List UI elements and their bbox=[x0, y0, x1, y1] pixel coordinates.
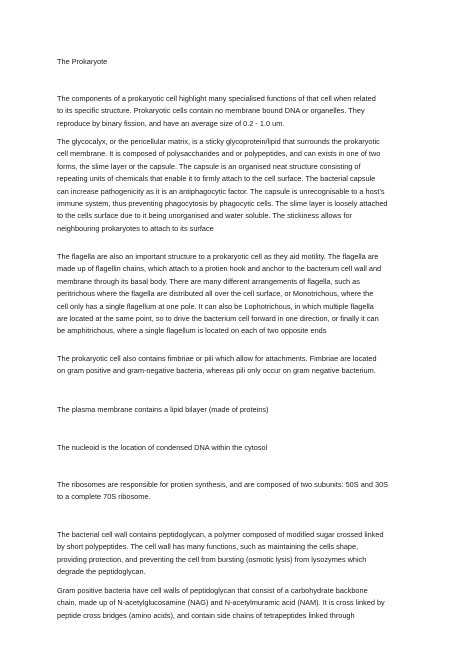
paragraph-gram-positive bbox=[57, 585, 427, 622]
document-title bbox=[57, 56, 427, 68]
text-line: to its specific structure. Prokaryotic cells contain no membrane bound DNA or organelles. They bbox=[57, 106, 365, 116]
text-line: The prokaryotic cell also contains fimbriae or pili which allow for attachments. Fimbriae are located bbox=[57, 354, 377, 363]
paragraph-flagella bbox=[57, 251, 427, 338]
text-line: cell membrane. It is composed of polysaccharides and or polypeptides, and can exists in one of two bbox=[57, 149, 381, 159]
text-line: The components of a prokaryotic cell highlight many specialised functions of that cell when related bbox=[57, 94, 376, 103]
text-line: repeating units of chemicals that enable it to firmly attach to the cell surface. The bacterial capsule bbox=[57, 174, 376, 184]
paragraph-cell-wall bbox=[57, 529, 427, 579]
text-line: membrane through its basal body. There are many different arrangements of flagella, such as bbox=[57, 276, 360, 286]
text-line: forms, the slime layer or the capsule. The capsule is an organised neat structure consisting of bbox=[57, 161, 361, 171]
text-line: providing protection, and preventing the cell from bursting (osmotic lysis) from lysozymes which bbox=[57, 554, 367, 564]
paragraph-glycocalyx bbox=[57, 136, 427, 235]
text-line: chain, made up of N-acetylglucosamine (NAG) and N-acetylmuramic acid (NAM). It is cross linked by bbox=[57, 598, 385, 608]
text-line: to a complete 70S ribosome. bbox=[57, 492, 151, 502]
text-line: immune system, thus preventing phagocytosis by phagocytic cells. The slime layer is loosely attached bbox=[57, 199, 388, 209]
paragraph-ribosomes bbox=[57, 479, 427, 504]
text-line: degrade the peptidoglycan. bbox=[57, 567, 146, 577]
text-line: by short polypeptides. The cell wall has many functions, such as maintaining the cells shape, bbox=[57, 542, 359, 552]
paragraph-nucleoid bbox=[57, 442, 427, 454]
text-line: The nucleoid is the location of condensed DNA within the cytosol bbox=[57, 443, 268, 452]
text-line: The glycocalyx, or the pericellular matrix, is a sticky glycoprotein/lipid that surrounds the prokaryotic bbox=[57, 137, 380, 146]
text-line: on gram positive and gram-negative bacteria, whereas pili only occur on gram negative bacterium. bbox=[57, 366, 376, 376]
text-line: reproduce by binary fission, and have an average size of 0.2 - 1.0 um. bbox=[57, 118, 285, 128]
text-line: peritrichous where the flagella are distributed all over the cell surface, or Monotrichous, where the bbox=[57, 289, 374, 299]
text-line: Gram positive bacteria have cell walls of peptidoglycan that consist of a carbohydrate backbone bbox=[57, 586, 368, 595]
text-line: peptide cross bridges (amino acids), and contain side chains of tetrapeptides linked through bbox=[57, 610, 355, 620]
text-line: to the cells surface due to it being unorganised and water soluble. The stickiness allows for bbox=[57, 211, 353, 221]
text-line: The bacterial cell wall contains peptidoglycan, a polymer composed of modified sugar crossed linked bbox=[57, 530, 384, 539]
text-line: be amphitrichous, where a single flagellum is located on each of two opposite ends bbox=[57, 326, 327, 336]
text-line: neighbouring prokaryotes to attach to its surface bbox=[57, 223, 214, 233]
title-text: The Prokaryote bbox=[57, 57, 108, 66]
text-line: can increase pathogenicity as it is an antiphagocytic factor. The capsule is unrecognisable to a host’s bbox=[57, 186, 385, 196]
text-line: The flagella are also an important structure to a prokaryotic cell as they aid motility. The flagella are bbox=[57, 252, 379, 261]
paragraph-fimbriae bbox=[57, 353, 427, 378]
text-line: The ribosomes are responsible for protien synthesis, and are composed of two subunits: 50S and 30S bbox=[57, 480, 389, 489]
text-line: The plasma membrane contains a lipid bilayer (made of proteins) bbox=[57, 405, 269, 414]
text-line: cell only has a single flagellum at one pole. It can also be Lophotrichous, in which multiple flagella bbox=[57, 301, 374, 311]
text-line: are located at the same point, so to drive the bacterium cell forward in one direction, or finally it can bbox=[57, 314, 379, 324]
text-line: made up of flagellin chains, which attach to a protien hook and anchor to the bacterium cell wall and bbox=[57, 264, 382, 274]
paragraph-plasma-membrane bbox=[57, 404, 427, 416]
paragraph-components bbox=[57, 93, 427, 130]
